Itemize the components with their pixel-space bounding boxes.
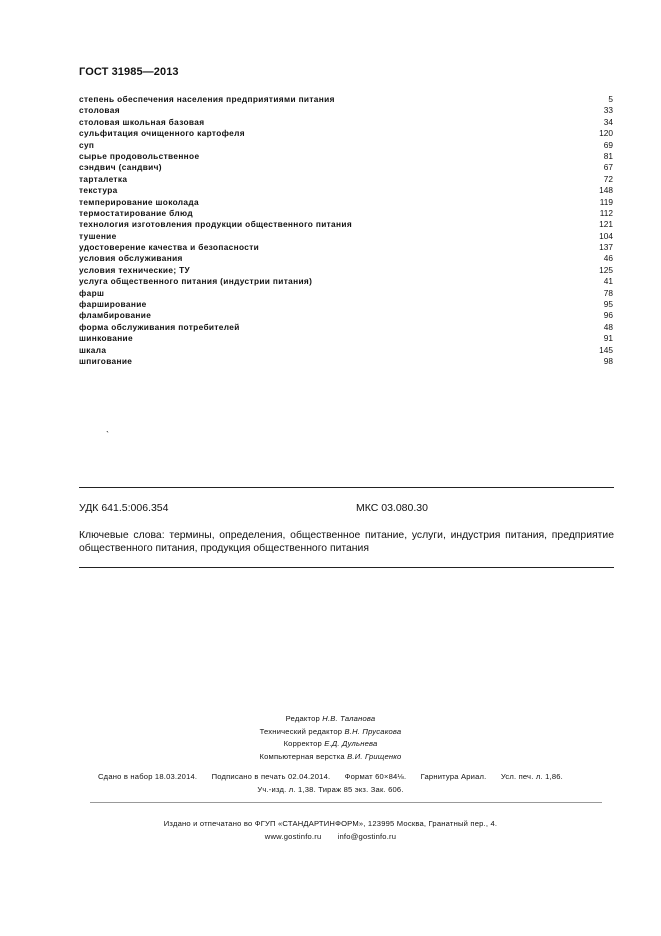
index-page-number: 81 <box>603 150 613 161</box>
keywords: Ключевые слова: термины, определения, общественное питание, услуги, индустрия питания, предприятие общественного питания, продукция общественного питания <box>79 530 614 554</box>
print-line-2: Уч.-изд. л. 1,38. Тираж 85 экз. Зак. 606. <box>257 784 404 794</box>
index-term: степень обеспечения населения предприятиями питания <box>79 94 335 104</box>
print-line-1: Сдано в набор 18.03.2014. Подписано в печать 02.04.2014. Формат 60×84⅛. Гарнитура Ариал. Усл. печ. л. 1,86. <box>98 772 563 781</box>
index-entry <box>79 140 613 151</box>
bottom-rule <box>79 567 614 568</box>
index-term: сэндвич (сандвич) <box>79 162 162 173</box>
index-entry <box>79 197 613 208</box>
index-page-number: 104 <box>599 230 613 241</box>
index-entry <box>79 276 613 287</box>
index-term: темперирование шоколада <box>79 196 199 207</box>
index-term: услуга общественного питания (индустрии питания) <box>79 276 313 287</box>
index-term: шпигование <box>79 355 133 366</box>
index-page-number: 96 <box>603 310 613 321</box>
editor-line: Редактор Н.В. Таланова <box>285 714 376 723</box>
index-entry <box>79 310 613 321</box>
index-entry <box>79 253 613 264</box>
index-entry <box>79 208 613 219</box>
index-page-number: 69 <box>603 139 613 150</box>
corrector-line: Корректор Е.Д. Дульнева <box>283 739 378 749</box>
index-entry <box>79 265 613 276</box>
index-page-number: 78 <box>603 287 613 298</box>
index-term: фламбирование <box>79 310 152 321</box>
print-details <box>0 771 661 796</box>
index-term: сырье продовольственное <box>79 150 200 161</box>
publisher-contacts <box>0 831 661 844</box>
index-entry <box>79 128 613 139</box>
index-term: термостатирование блюд <box>79 207 193 218</box>
index-term: технология изготовления продукции общественного питания <box>79 219 353 230</box>
index-entry <box>79 117 613 128</box>
index-term: шинкование <box>79 333 133 344</box>
index-entry <box>79 299 613 310</box>
index-page-number: 95 <box>603 299 613 310</box>
index-page-number: 120 <box>599 128 613 139</box>
index-entry <box>79 151 613 162</box>
index-entry <box>79 322 613 333</box>
index-entry <box>79 345 613 356</box>
index-term: фарш <box>79 287 105 298</box>
index-page-number: 112 <box>599 207 613 218</box>
index-entry <box>79 288 613 299</box>
index-term: текстура <box>79 185 118 196</box>
index-entry <box>79 231 613 242</box>
index-term: условия обслуживания <box>79 253 183 264</box>
index-page-number: 67 <box>603 162 613 173</box>
index-page-number: 119 <box>599 196 613 207</box>
stray-mark: ` <box>106 430 109 440</box>
index-entry <box>79 94 613 105</box>
mks-code: МКС 03.080.30 <box>356 502 428 514</box>
index-entry <box>79 174 613 185</box>
index-term: фарширование <box>79 299 147 310</box>
publisher-address: Издано и отпечатано во ФГУП «СТАНДАРТИНФОРМ», 123995 Москва, Гранатный пер., 4. <box>163 819 498 828</box>
publisher-info <box>0 818 661 843</box>
index-entry <box>79 219 613 230</box>
index-page-number: 34 <box>603 116 613 127</box>
index-term: столовая <box>79 105 120 116</box>
index-page-number: 121 <box>599 219 613 230</box>
top-rule <box>79 487 614 488</box>
index-page-number: 145 <box>599 344 613 355</box>
term-index <box>79 94 613 367</box>
index-page-number: 125 <box>599 264 613 275</box>
index-entry <box>79 162 613 173</box>
index-page-number: 72 <box>603 173 613 184</box>
index-page-number: 98 <box>603 355 613 366</box>
index-entry <box>79 333 613 344</box>
index-term: сульфитация очищенного картофеля <box>79 128 245 139</box>
index-page-number: 41 <box>603 276 613 287</box>
udk-code: УДК 641.5:006.354 <box>79 502 169 514</box>
editor-credits <box>0 713 661 763</box>
index-page-number: 33 <box>603 105 613 116</box>
index-page-number: 5 <box>608 94 613 104</box>
index-term: шкала <box>79 344 107 355</box>
index-entry <box>79 242 613 253</box>
index-page-number: 46 <box>603 253 613 264</box>
index-page-number: 48 <box>603 321 613 332</box>
index-entry <box>79 356 613 367</box>
index-page-number: 148 <box>599 185 613 196</box>
index-term: суп <box>79 139 95 150</box>
email-link[interactable]: info@gostinfo.ru <box>337 831 397 841</box>
index-term: тарталетка <box>79 173 128 184</box>
index-page-number: 137 <box>599 242 613 253</box>
index-term: удостоверение качества и безопасности <box>79 242 260 253</box>
website-link[interactable]: www.gostinfo.ru <box>264 831 322 841</box>
tech-editor-line: Технический редактор В.Н. Прусакова <box>259 726 402 736</box>
index-entry <box>79 185 613 196</box>
document-header: ГОСТ 31985—2013 <box>79 66 179 78</box>
index-term: форма обслуживания потребителей <box>79 321 240 332</box>
layout-line: Компьютерная верстка В.И. Грищенко <box>259 751 402 761</box>
index-term: столовая школьная базовая <box>79 116 205 127</box>
separator <box>90 802 602 803</box>
index-entry <box>79 105 613 116</box>
index-page-number: 91 <box>603 333 613 344</box>
index-term: тушение <box>79 230 117 241</box>
index-term: условия технические; ТУ <box>79 264 191 275</box>
